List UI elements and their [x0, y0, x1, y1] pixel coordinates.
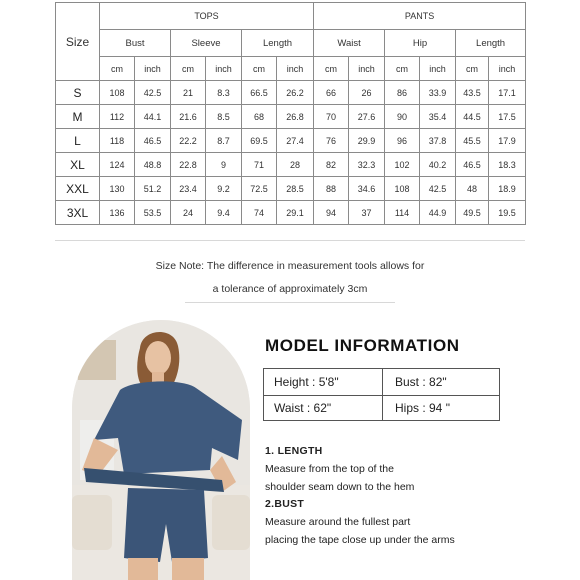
table-cell: 26.8	[277, 105, 314, 129]
table-cell: 9.4	[206, 201, 242, 225]
table-cell: 29.9	[349, 129, 385, 153]
table-cell: 17.9	[489, 129, 526, 153]
divider-bottom	[185, 302, 395, 303]
table-cell: 46.5	[456, 153, 489, 177]
bust-instruction-line2: placing the tape close up under the arms	[265, 534, 455, 546]
table-cell: 108	[385, 177, 420, 201]
table-cell: 34.6	[349, 177, 385, 201]
unit-header: cm	[385, 57, 420, 81]
length-heading: 1. LENGTH	[265, 445, 323, 457]
unit-header: cm	[100, 57, 135, 81]
table-cell: 37.8	[420, 129, 456, 153]
pants-length-header: Length	[456, 30, 526, 57]
table-cell: 43.5	[456, 81, 489, 105]
table-cell: 96	[385, 129, 420, 153]
unit-row	[56, 57, 526, 81]
table-cell: 18.9	[489, 177, 526, 201]
pants-group-header: PANTS	[314, 3, 526, 30]
size-label: M	[56, 105, 100, 129]
table-cell: 9.2	[206, 177, 242, 201]
table-cell: 42.5	[135, 81, 171, 105]
table-cell: 72.5	[242, 177, 277, 201]
table-cell: 8.5	[206, 105, 242, 129]
table-cell: 118	[100, 129, 135, 153]
tops-group-header: TOPS	[100, 3, 314, 30]
model-illustration	[72, 320, 250, 580]
size-header: Size	[56, 3, 100, 81]
model-hips: Hips : 94 "	[395, 401, 450, 415]
model-waist: Waist : 62"	[274, 401, 332, 415]
table-row	[56, 177, 526, 201]
tops-length-header: Length	[242, 30, 314, 57]
model-box-horizontal-divider	[264, 395, 499, 396]
size-note-line1: Size Note: The difference in measurement tools allows for	[155, 260, 425, 272]
table-cell: 90	[385, 105, 420, 129]
table-cell: 37	[349, 201, 385, 225]
unit-header: cm	[171, 57, 206, 81]
table-cell: 33.9	[420, 81, 456, 105]
size-label: L	[56, 129, 100, 153]
size-note-line2: a tolerance of approximately 3cm	[212, 283, 368, 295]
size-label: XL	[56, 153, 100, 177]
table-row	[56, 201, 526, 225]
table-cell: 42.5	[420, 177, 456, 201]
size-table-body	[56, 81, 526, 225]
table-cell: 21.6	[171, 105, 206, 129]
table-cell: 45.5	[456, 129, 489, 153]
unit-header: cm	[456, 57, 489, 81]
table-cell: 28.5	[277, 177, 314, 201]
table-cell: 53.5	[135, 201, 171, 225]
table-cell: 8.7	[206, 129, 242, 153]
model-info-title: MODEL INFORMATION	[265, 336, 460, 355]
table-cell: 19.5	[489, 201, 526, 225]
table-row	[56, 105, 526, 129]
unit-header: cm	[242, 57, 277, 81]
size-label: 3XL	[56, 201, 100, 225]
unit-header: inch	[277, 57, 314, 81]
table-cell: 27.6	[349, 105, 385, 129]
table-cell: 44.5	[456, 105, 489, 129]
table-cell: 88	[314, 177, 349, 201]
model-info-box	[263, 368, 500, 421]
size-chart-table	[55, 2, 526, 225]
table-cell: 49.5	[456, 201, 489, 225]
length-instruction-line2: shoulder seam down to the hem	[265, 481, 415, 493]
table-row	[56, 81, 526, 105]
table-row	[56, 129, 526, 153]
table-cell: 48.8	[135, 153, 171, 177]
table-cell: 68	[242, 105, 277, 129]
unit-header: inch	[206, 57, 242, 81]
table-cell: 76	[314, 129, 349, 153]
table-cell: 102	[385, 153, 420, 177]
table-cell: 9	[206, 153, 242, 177]
bust-heading: 2.BUST	[265, 498, 305, 510]
table-cell: 69.5	[242, 129, 277, 153]
table-cell: 24	[171, 201, 206, 225]
table-cell: 40.2	[420, 153, 456, 177]
table-cell: 130	[100, 177, 135, 201]
table-cell: 44.1	[135, 105, 171, 129]
table-cell: 86	[385, 81, 420, 105]
table-cell: 23.4	[171, 177, 206, 201]
table-cell: 28	[277, 153, 314, 177]
table-cell: 26.2	[277, 81, 314, 105]
table-row	[56, 153, 526, 177]
table-cell: 82	[314, 153, 349, 177]
table-cell: 22.2	[171, 129, 206, 153]
model-bust: Bust : 82"	[395, 375, 447, 389]
table-cell: 8.3	[206, 81, 242, 105]
table-cell: 70	[314, 105, 349, 129]
unit-header: cm	[314, 57, 349, 81]
unit-header: inch	[349, 57, 385, 81]
unit-header: inch	[420, 57, 456, 81]
table-cell: 21	[171, 81, 206, 105]
table-cell: 124	[100, 153, 135, 177]
unit-header: inch	[135, 57, 171, 81]
unit-header: inch	[489, 57, 526, 81]
table-cell: 66	[314, 81, 349, 105]
table-cell: 44.9	[420, 201, 456, 225]
model-photo	[72, 320, 250, 580]
table-cell: 26	[349, 81, 385, 105]
table-cell: 27.4	[277, 129, 314, 153]
divider-top	[55, 240, 525, 241]
table-cell: 94	[314, 201, 349, 225]
table-cell: 71	[242, 153, 277, 177]
waist-header: Waist	[314, 30, 385, 57]
table-cell: 51.2	[135, 177, 171, 201]
table-cell: 46.5	[135, 129, 171, 153]
size-label: XXL	[56, 177, 100, 201]
table-cell: 32.3	[349, 153, 385, 177]
table-cell: 74	[242, 201, 277, 225]
table-cell: 17.1	[489, 81, 526, 105]
table-cell: 66.5	[242, 81, 277, 105]
size-label: S	[56, 81, 100, 105]
bust-header: Bust	[100, 30, 171, 57]
table-cell: 112	[100, 105, 135, 129]
table-cell: 35.4	[420, 105, 456, 129]
table-cell: 17.5	[489, 105, 526, 129]
table-cell: 114	[385, 201, 420, 225]
table-cell: 136	[100, 201, 135, 225]
hip-header: Hip	[385, 30, 456, 57]
table-cell: 29.1	[277, 201, 314, 225]
model-height: Height : 5'8"	[274, 375, 339, 389]
table-cell: 22.8	[171, 153, 206, 177]
length-instruction-line1: Measure from the top of the	[265, 463, 394, 475]
table-cell: 48	[456, 177, 489, 201]
table-cell: 18.3	[489, 153, 526, 177]
bust-instruction-line1: Measure around the fullest part	[265, 516, 411, 528]
sleeve-header: Sleeve	[171, 30, 242, 57]
table-cell: 108	[100, 81, 135, 105]
